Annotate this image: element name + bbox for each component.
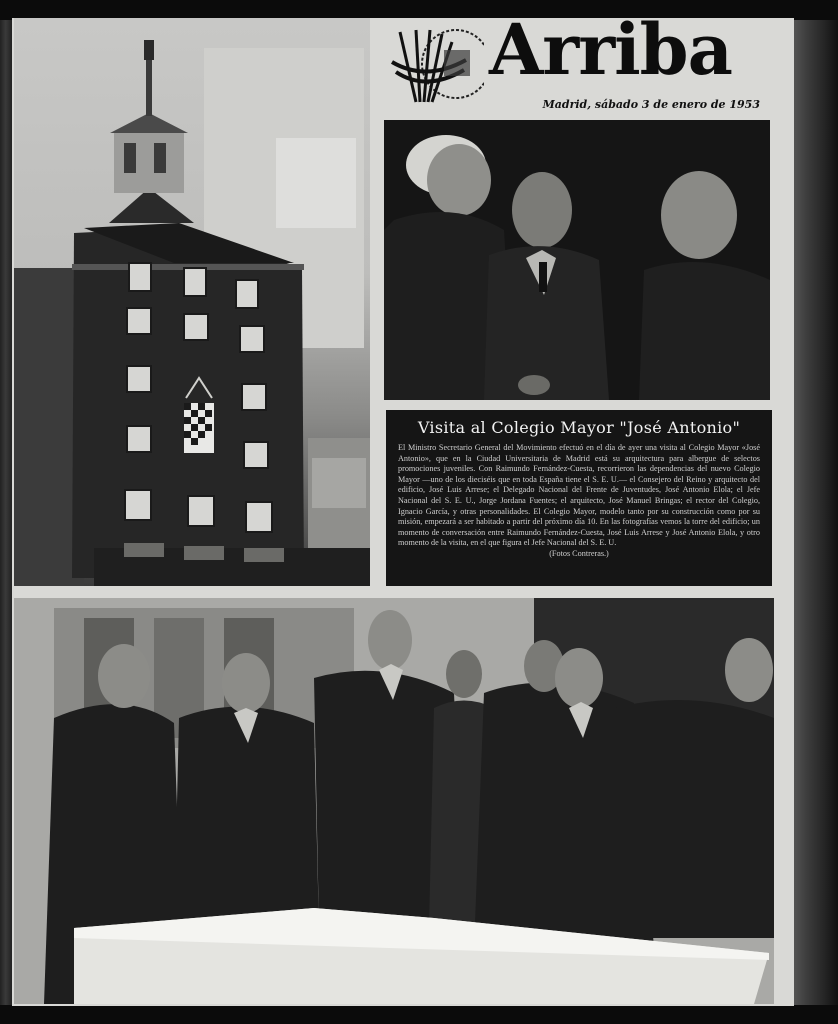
article-caption-box <box>386 410 772 586</box>
article-body: El Ministro Secretario General del Movimiento efectuó en el día de ayer una visita al Colegio Mayor «José Antonio», que en la Ciudad Universitaria de Madrid está su arquitectura para albergue de selectos promociones juveniles. Con Raimundo Fernández-Cuesta, recorrieron las dependencias del nuevo Colegio Mayor —uno de los dieciséis que en toda España tiene el S. E. U.— el Consejero del Reino y arquitecto del edificio, José Luis Arrese; el Delegado Nacional del Frente de Juventudes, José Antonio Elola; el Jefe Nacional del S. E. U., Jorge Jordana Fuentes; el arquitecto, José Manuel Bringas; el rector del Colegio, Ignacio García, y otras personalidades. El Colegio Mayor, modelo tanto por su construcción como por su misión, empezará a ser habitado a partir del próximo día 10. En las fotografías vemos la torre del edificio; un momento de conversación entre Raimundo Fernández-Cuesta, José Luis Arrese y José Antonio Elola, y otro momento de la visita, en el que figura el Jefe Nacional del S. E. U. <box>398 443 760 548</box>
conversation-illustration <box>384 120 770 400</box>
photo-credit: (Fotos Contreras.) <box>549 548 609 558</box>
tower-illustration <box>14 18 370 586</box>
book-binding-right <box>790 20 838 1005</box>
conversation-photo <box>384 120 770 400</box>
yoke-and-arrows-emblem-icon <box>386 22 484 112</box>
masthead <box>384 8 776 118</box>
group-visit-illustration <box>14 598 774 1004</box>
article-headline: Visita al Colegio Mayor "José Antonio" <box>417 418 741 437</box>
newspaper-title: Arriba <box>489 8 732 91</box>
tower-photo <box>14 18 370 586</box>
issue-date: Madrid, sábado 3 de enero de 1953 <box>542 98 760 111</box>
group-visit-photo <box>14 598 774 1004</box>
